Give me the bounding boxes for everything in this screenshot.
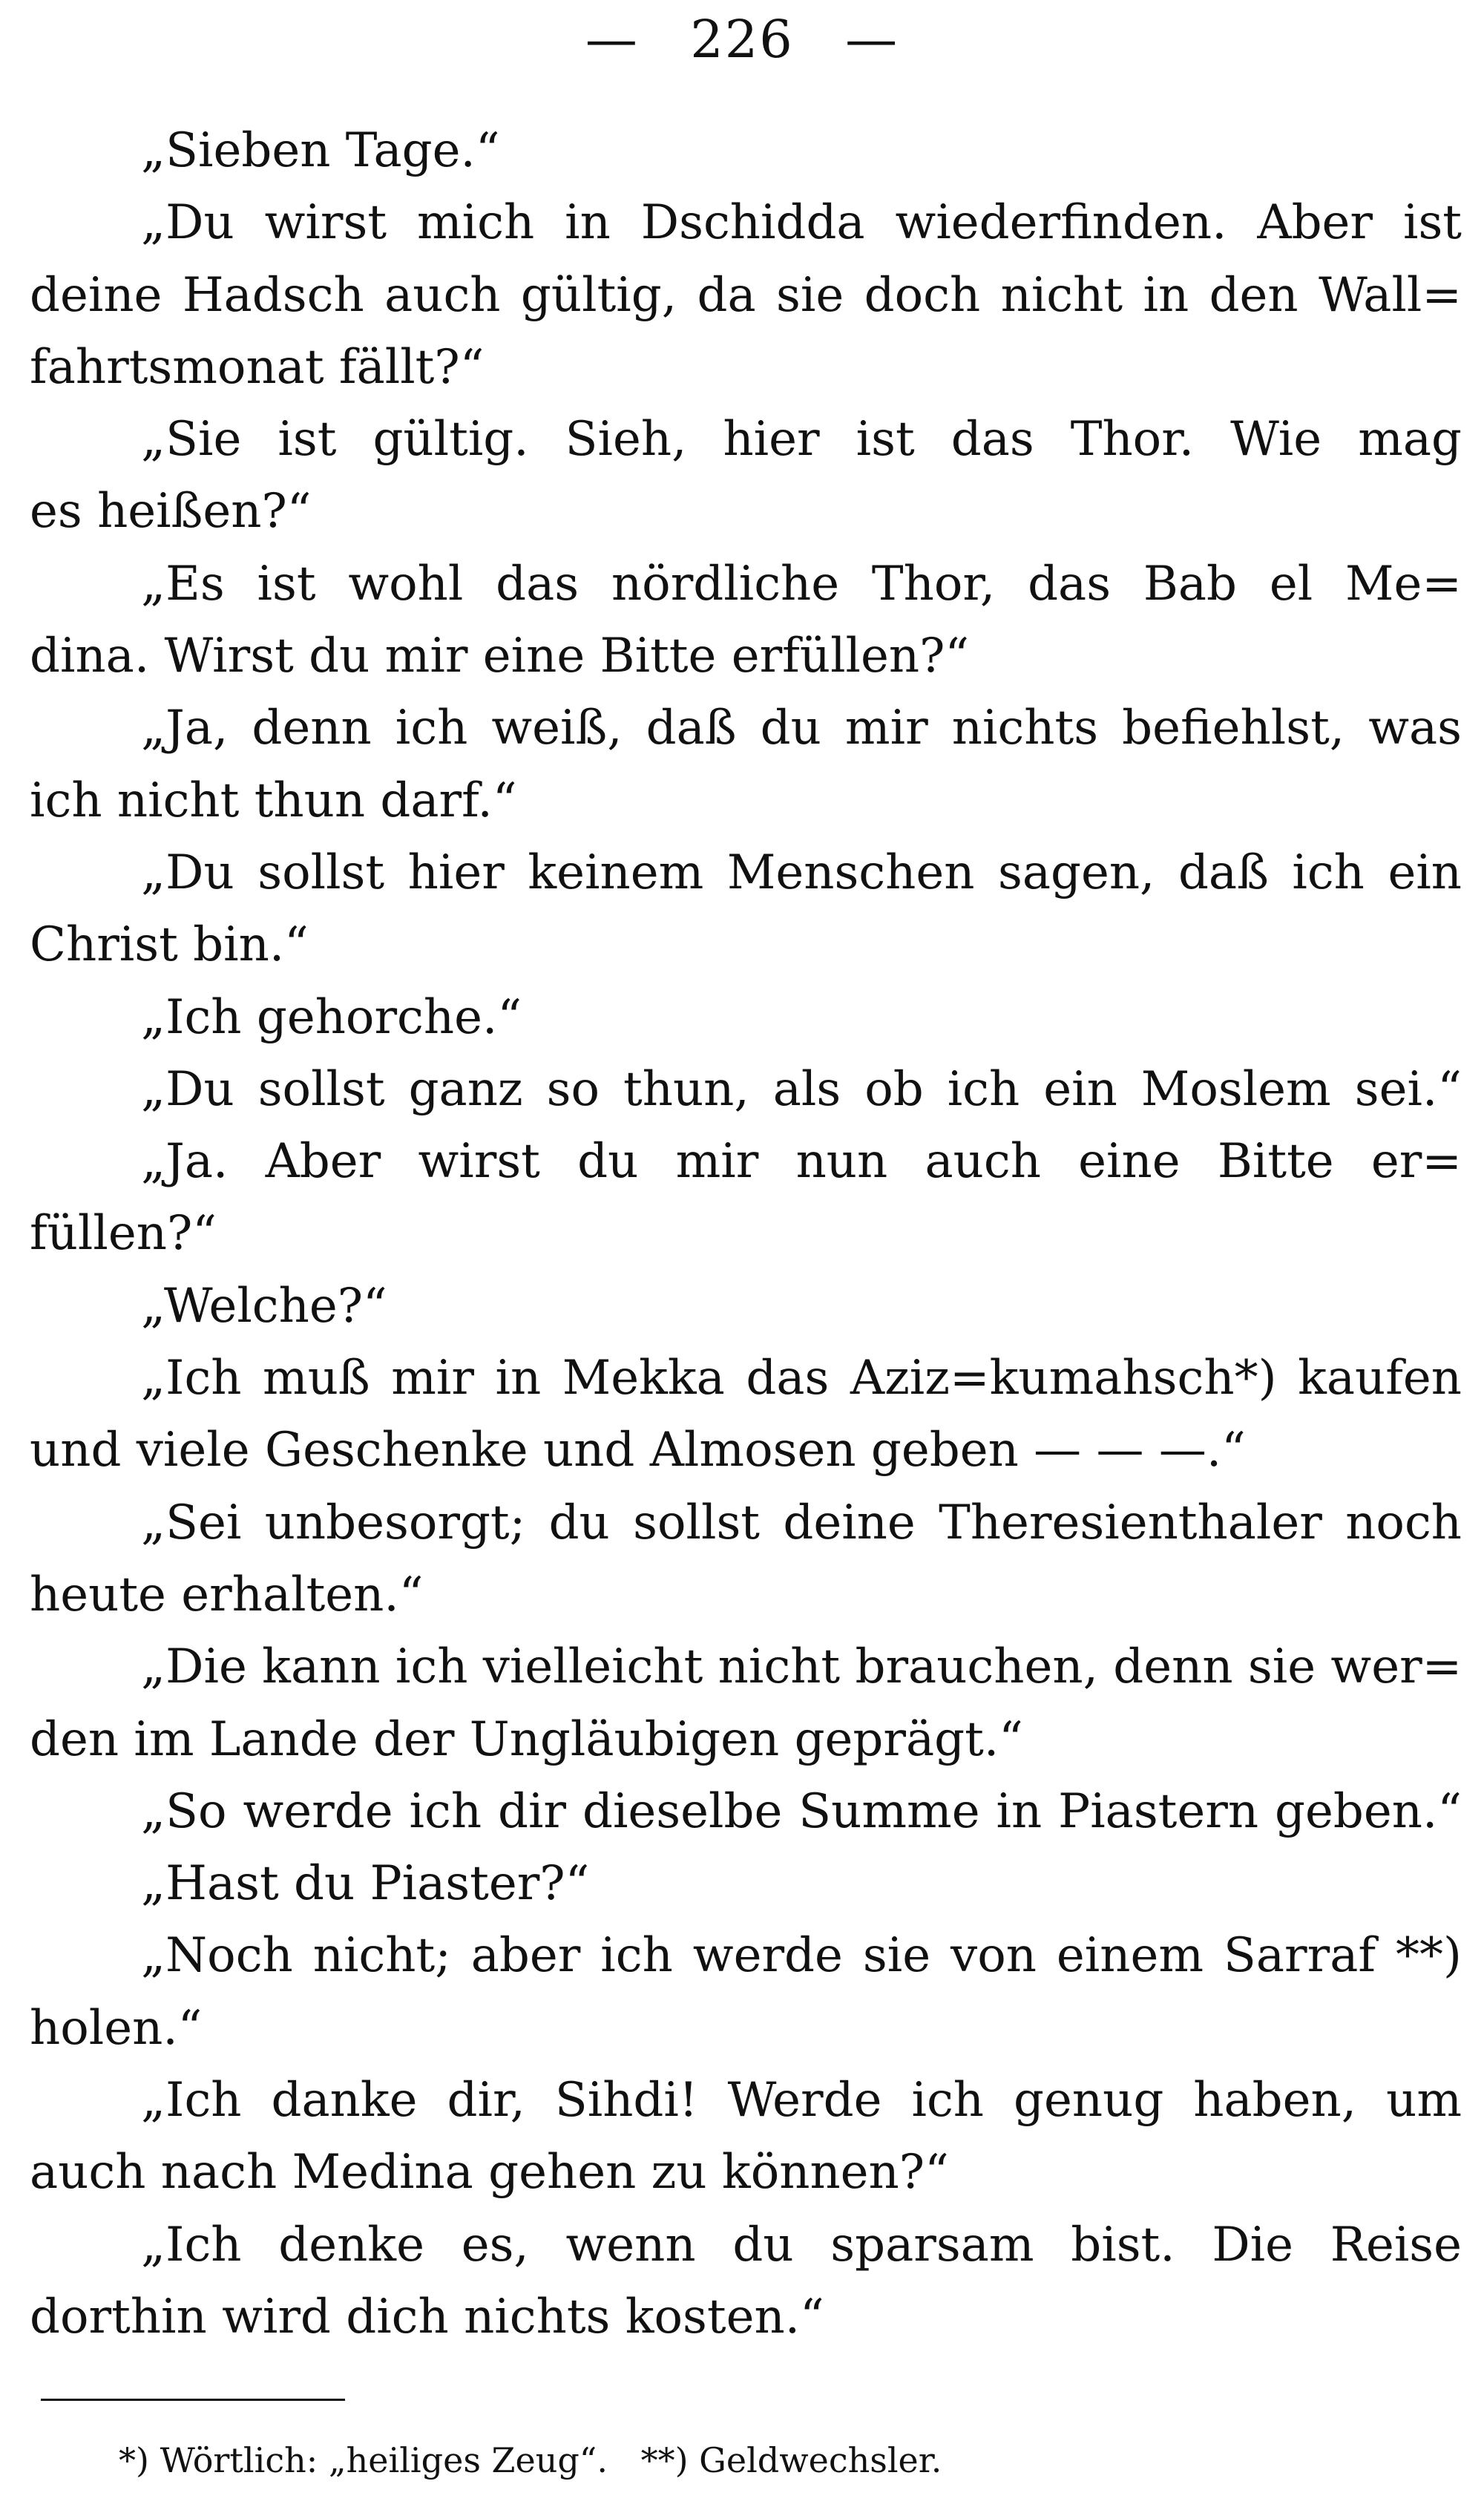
text-line: „Ja, denn ich weiß, daß du mir nichts befiehlst, was xyxy=(141,701,1462,756)
text-line: „Welche?“ xyxy=(141,1278,387,1334)
text-line: „Du sollst ganz so thun, als ob ich ein Moslem sei.“ xyxy=(141,1061,1462,1117)
text-line: „Ich denke es, wenn du sparsam bist. Die Reise xyxy=(141,2217,1462,2272)
text-line: „Sieben Tage.“ xyxy=(141,123,500,178)
page-number: 226 xyxy=(690,9,794,70)
text-line: heute erhalten.“ xyxy=(30,1567,424,1622)
text-line: „Ich muß mir in Mekka das Aziz=kumahsch*) kaufen xyxy=(141,1351,1462,1406)
text-line: dorthin wird dich nichts kosten.“ xyxy=(30,2289,824,2344)
text-line: den im Lande der Ungläubigen geprägt.“ xyxy=(30,1711,1023,1767)
text-line: „Ich gehorche.“ xyxy=(141,989,522,1045)
header-dash-right: — xyxy=(845,9,899,70)
text-line: „Du wirst mich in Dschidda wiederfinden. Aber ist xyxy=(141,195,1462,251)
header-dash-left: — xyxy=(585,9,639,70)
text-line: füllen?“ xyxy=(30,1206,217,1262)
text-line: „Noch nicht; aber ich werde sie von einem Sarraf **) xyxy=(141,1928,1462,1984)
footnote: **) Geldwechsler. xyxy=(640,2440,942,2480)
text-line: „Sie ist gültig. Sieh, hier ist das Thor. Wie mag xyxy=(141,412,1462,468)
text-line: „Hast du Piaster?“ xyxy=(141,1856,590,1912)
footnote-divider xyxy=(41,2399,345,2401)
text-line: „Ja. Aber wirst du mir nun auch eine Bitte er= xyxy=(141,1134,1462,1190)
text-line: „Sei unbesorgt; du sollst deine Theresienthaler noch xyxy=(141,1495,1462,1550)
page-header xyxy=(0,6,1484,73)
text-line: Christ bin.“ xyxy=(30,917,309,973)
footnotes xyxy=(119,2434,1380,2486)
text-line: „Du sollst hier keinem Menschen sagen, daß ich ein xyxy=(141,845,1462,900)
text-line: fahrtsmonat fällt?“ xyxy=(30,339,485,395)
text-line: dina. Wirst du mir eine Bitte erfüllen?“ xyxy=(30,629,970,684)
body-text xyxy=(30,115,1462,2353)
text-line: es heißen?“ xyxy=(30,484,312,540)
text-line: ich nicht thun darf.“ xyxy=(30,773,517,828)
text-line: „So werde ich dir dieselbe Summe in Piastern geben.“ xyxy=(141,1783,1462,1839)
text-line: „Die kann ich vielleicht nicht brauchen, denn sie wer= xyxy=(141,1639,1462,1695)
footnote: *) Wörtlich: „heiliges Zeug“. xyxy=(119,2440,608,2480)
text-line: „Es ist wohl das nördliche Thor, das Bab el Me= xyxy=(141,556,1462,612)
text-line: holen.“ xyxy=(30,2000,203,2056)
text-line: auch nach Medina gehen zu können?“ xyxy=(30,2145,949,2200)
text-line: deine Hadsch auch gültig, da sie doch nicht in den Wall= xyxy=(30,267,1462,323)
text-line: und viele Geschenke und Almosen geben — — —.“ xyxy=(30,1423,1246,1478)
text-line: „Ich danke dir, Sihdi! Werde ich genug haben, um xyxy=(141,2073,1462,2129)
